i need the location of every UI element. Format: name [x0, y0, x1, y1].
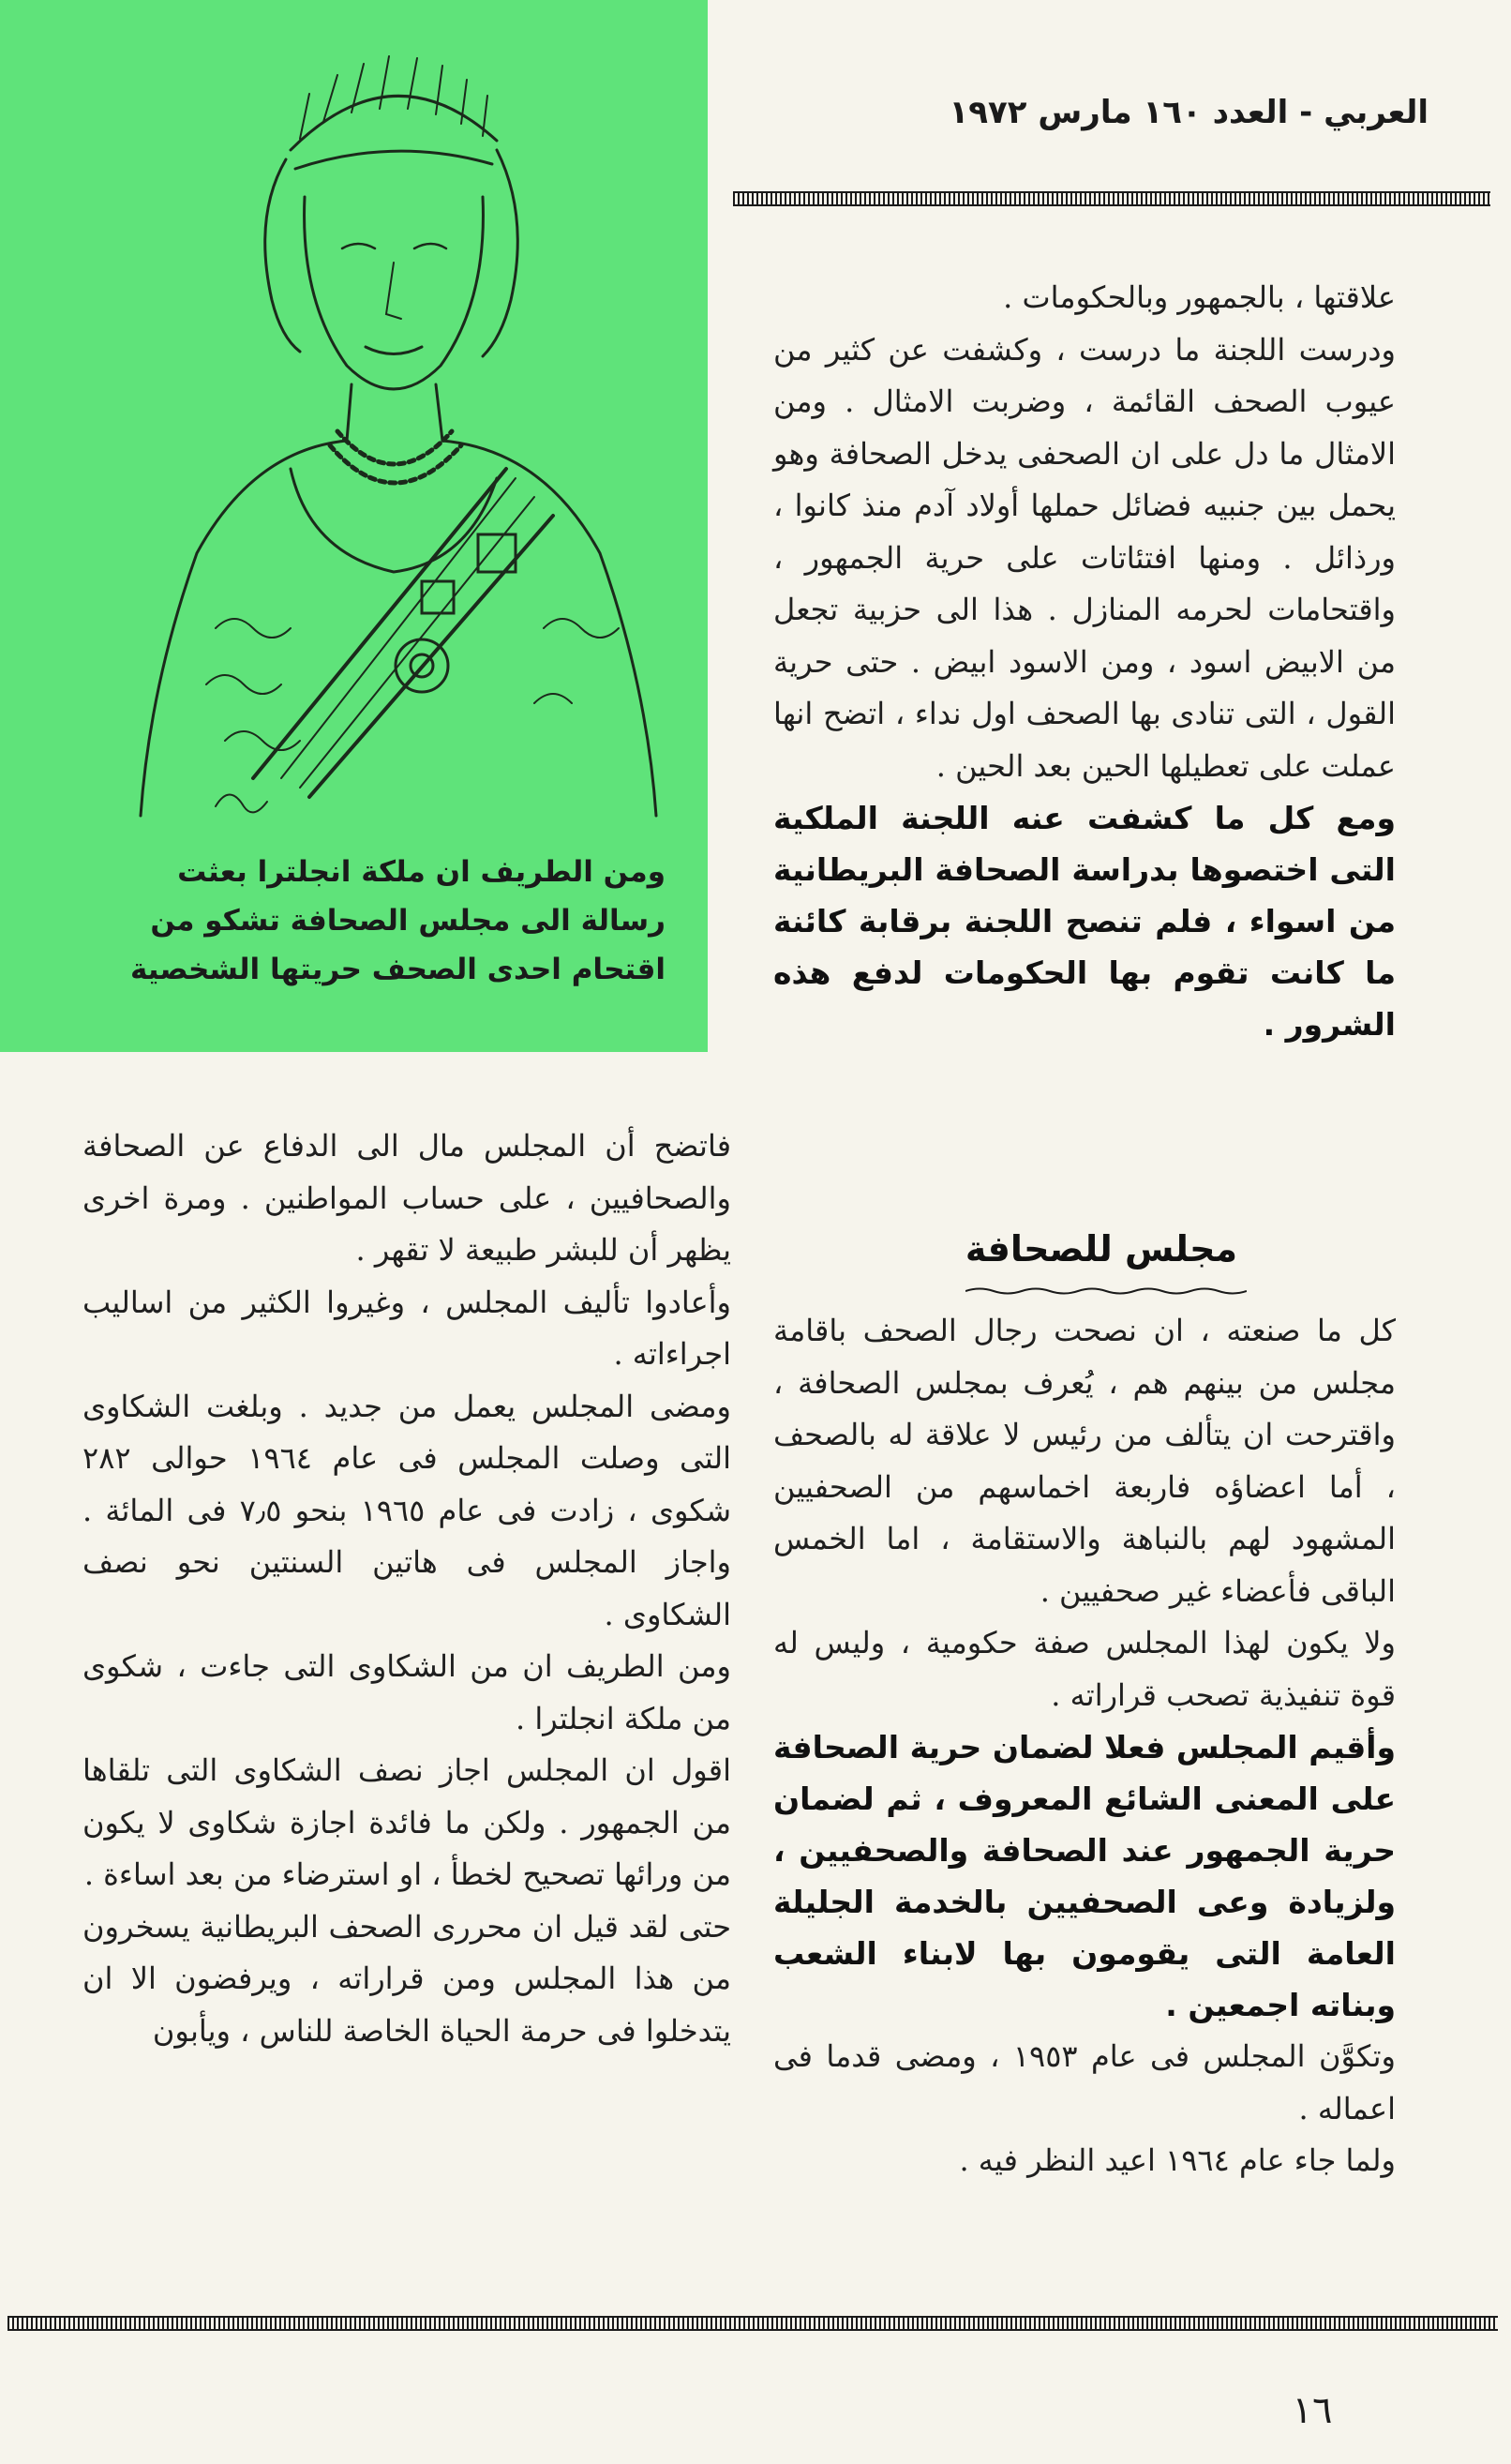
paragraph: ومضى المجلس يعمل من جديد . وبلغت الشكاوى التى وصلت المجلس فى عام ١٩٦٤ حوالى ٢٨٢ شكوى ، زادت فى عام ١٩٦٥ بنحو ٧٫٥ فى المائة . واجاز المجلس فى هاتين السنتين نحو نصف الشكاوى .: [82, 1388, 732, 1632]
paragraph: ولما جاء عام ١٩٦٤ اعيد النظر فيه .: [959, 2142, 1396, 2178]
caption-line: ومن الطريف ان ملكة انجلترا بعثت: [177, 855, 666, 889]
paragraph: وأعادوا تأليف المجلس ، وغيروا الكثير من اساليب اجراءاته .: [82, 1284, 731, 1372]
image-caption: [130, 848, 666, 994]
right-column-bottom: [773, 1305, 1396, 2187]
bottom-divider-rule: [7, 2316, 1498, 2331]
paragraph: حتى لقد قيل ان محررى الصحف البريطانية يسخرون من هذا المجلس ومن قراراته ، ويرفضون الا ان يتدخلوا فى حرمة الحياة الخاصة للناس ، ويأبون: [82, 1908, 731, 2049]
caption-line: رسالة الى مجلس الصحافة تشكو من: [150, 904, 666, 938]
paragraph: ومن الطريف ان من الشكاوى التى جاءت ، شكوى من ملكة انجلترا .: [82, 1648, 731, 1736]
paragraph: كل ما صنعته ، ان نصحت رجال الصحف باقامة مجلس من بينهم هم ، يُعرف بمجلس الصحافة ، واقترحت ان يتألف من رئيس لا علاقة له بالصحف ، أما اعضاؤه فاربعة اخماسهم من الصحفيين المشهود لهم بالنباهة والاستقامة ، اما الخمس الباقى فأعضاء غير صحفيين .: [773, 1313, 1396, 1609]
title-underline-ornament: [965, 1286, 1247, 1296]
queen-portrait-illustration: [112, 28, 675, 825]
right-column-top: [773, 272, 1396, 1050]
running-header: العربي - العدد ١٦٠ مارس ١٩٧٢: [949, 94, 1429, 131]
caption-line: اقتحام احدى الصحف حريتها الشخصية: [130, 953, 666, 986]
left-column: [82, 1120, 731, 2057]
paragraph: علاقتها ، بالجمهور وبالحكومات .: [1003, 279, 1396, 315]
paragraph: فاتضح أن المجلس مال الى الدفاع عن الصحافة والصحافيين ، على حساب المواطنين . ومرة اخرى يظهر أن للبشر طبيعة لا تقهر .: [82, 1128, 731, 1268]
paragraph: اقول ان المجلس اجاز نصف الشكاوى التى تلقاها من الجمهور . ولكن ما فائدة اجازة شكاوى لا يكون من ورائها تصحيح لخطأ ، او استرضاء من بعد اساءة .: [82, 1752, 731, 1892]
paragraph: ودرست اللجنة ما درست ، وكشفت عن كثير من عيوب الصحف القائمة ، وضربت الامثال . ومن الامثال ما دل على ان الصحفى يدخل الصحافة وهو يحمل بين جنبيه فضائل حملها أولاد آدم منذ كانوا ، ورذائل . ومنها افتئاتات على حرية الجمهور ، واقتحامات لحرمه المنازل . هذا الى حزبية تجعل من الابيض اسود ، ومن الاسود ابيض . حتى حرية القول ، التى تنادى بها الصحف اول نداء ، اتضح انها عملت على تعطيلها الحين بعد الحين .: [773, 331, 1397, 784]
top-divider-rule: [733, 191, 1490, 206]
bold-paragraph: ومع كل ما كشفت عنه اللجنة الملكية التى اختصوها بدراسة الصحافة البريطانية من اسواء ، فلم تنصح اللجنة برقابة كائنة ما كانت تقوم بها الحكومات لدفع هذه الشرور .: [773, 800, 1396, 1043]
paragraph: وتكوَّن المجلس فى عام ١٩٥٣ ، ومضى قدما فى اعماله .: [773, 2038, 1397, 2126]
page-number: ١٦: [1292, 2389, 1333, 2432]
section-title: مجلس للصحافة: [965, 1228, 1238, 1270]
bold-paragraph: وأقيم المجلس فعلا لضمان حرية الصحافة على المعنى الشائع المعروف ، ثم لضمان حرية الجمهور عند الصحافة والصحفيين ، ولزيادة وعى الصحفيين بالخدمة الجليلة العامة التى يقومون بها لابناء الشعب وبناته اجمعين .: [773, 1729, 1396, 2023]
illustration-panel: [0, 0, 708, 1052]
paragraph: ولا يكون لهذا المجلس صفة حكومية ، وليس له قوة تنفيذية تصحب قراراته .: [773, 1625, 1396, 1713]
